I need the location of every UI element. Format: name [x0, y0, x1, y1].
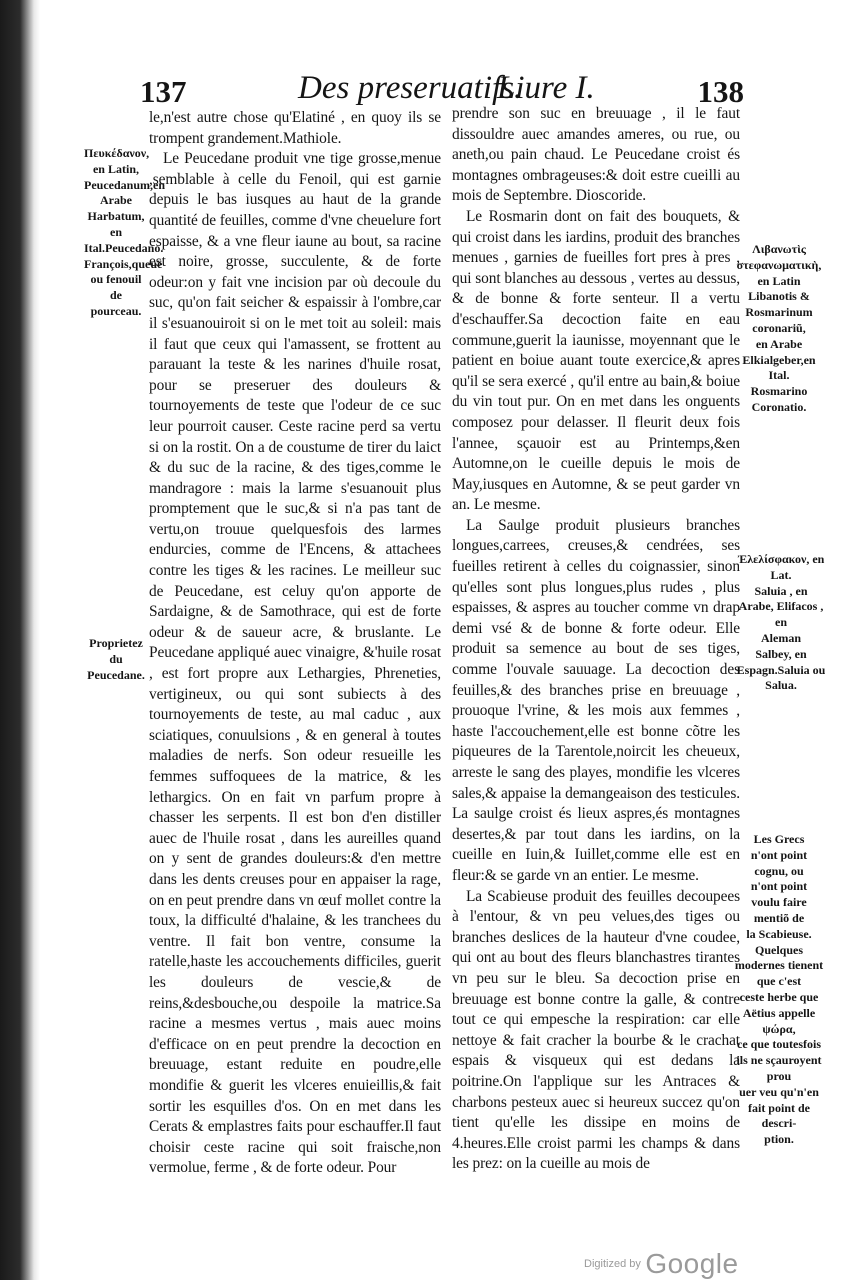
margin-note-text: Πευκέδανον, en Latin, Peucedanum,en Arabe Harbatum, en Ital.Peucedano. François,queuë ou fenouil de pourceau. — [84, 146, 165, 318]
paragraph: Le Rosmarin dont on fait des bouquets, & qui croist dans les iardins, produit des branches menues , garnies de fueilles fort pres à pres , qui sont blanches au dessous , vertes au dessus, & de bonne & forte senteur. Il a vertu d'eschauffer.Sa decoction faite en eau commune,guerit la iaunisse, moyennant que le patient en boiue auant toute exercice,& apres qu'il se sera exercé , qu'il entre au bain,& boiue du vin tout pur. On en met dans les onguents composez pour delasser. Il fleurit deux fois l'annee, sçauoir est au Printemps,&en Automne,on le cueille depuis le mois de May,iusques en Automne, & se peut garder vn an. Le mesme. — [452, 207, 740, 514]
text-column-right — [452, 104, 740, 1175]
margin-note-rosmarin-names — [734, 242, 824, 416]
margin-note-peucedane-names — [84, 146, 165, 320]
text-column-left — [149, 108, 441, 1179]
running-title: Des preseruatifs. — [298, 70, 523, 106]
margin-note-saulge-names — [734, 552, 828, 694]
paragraph: le,n'est autre chose qu'Elatiné , en quoy ils se trompent grandement.Mathiole. — [149, 109, 441, 147]
page-number-left: 137 — [140, 74, 187, 109]
book-label: Liure I. — [497, 70, 595, 106]
margin-note-scabieuse — [734, 832, 824, 1148]
digitized-watermark — [584, 1248, 739, 1280]
google-logo: Google — [645, 1248, 739, 1279]
page-number-right: 138 — [697, 74, 744, 109]
watermark-text: Digitized by — [584, 1258, 641, 1270]
paragraph: prendre son suc en breuuage , il le faut dissouldre auec amandes ameres, ou rue, ou aneth,ou pain chaud. Le Peucedane croist és montagnes ombrageuses:& doit estre cueilli au mois de Septembre. Dioscoride. — [452, 105, 740, 205]
paragraph: La Saulge produit plusieurs branches longues,carrees, creuses,& cendrées, ses fueilles retirent à celles du coignassier, sinon qu'elles sont plus longues,plus rudes , plus espaisses, & aspres au toucher comme vn drap demi vsé & de bonne & forte odeur. Elle produit sa semence au bout de ses tiges, comme l'ouvale sauuage. La decoction des feuilles,& des branches prise en breuuage , prouoque l'vrine, & les mois aux femmes , haste l'accouchement,elle est bonne cõtre les piqueures de la Tarentole,noircit les cheueux, arreste le sang des playes, mondifie les vlceres sales,& appaise la demangeaison des testicules. La saulge croist és lieux aspres,és montagnes desertes,& par tout dans les iardins, on la cueille en Iuin,& Iuillet,comme elle est en fleur:& se garde vn an entier. Le mesme. — [452, 516, 740, 884]
margin-note-text: Les Grecs n'ont point cognu, ou n'ont point voulu faire mentiõ de la Scabieuse. Quelques modernes tienent que c'est ceste herbe que Aëtius appelle ψώρα, ce que toutesfois ils ne sçauroyent prou uer veu qu'n'en fait point de descri- ption. — [734, 832, 824, 1147]
margin-note-peucedane-properties — [84, 636, 148, 683]
paragraph: La Scabieuse produit des feuilles decoupees à l'entour, & vn peu velues,des tiges ou branches deslices de la hauteur d'vne coudee, qui ont au bout des fleurs blanchastres tirantes vn peu sur le bleu. Sa decoction prise en breuuage est bonne contre la galle, & contre tout ce qui empesche la respiration: car elle nettoye & fait cracher la bourbe & le crachat espais & visqueux qui est dedans la poitrine.On l'applique sur les Antraces & charbons pesteux auec si heureux succez qu'on tient qu'elle les dissipe en moins de 4.heures.Elle croist parmi les champs & dans les prez: on la cueille au mois de — [452, 887, 740, 1173]
margin-note-text: Λιβανωτὶς στεφανωματικὴ, en Latin Libanotis & Rosmarinum coronariũ, en Arabe Elkialgeber,en Ital. Rosmarino Coronatio. — [736, 242, 822, 414]
margin-note-text: Ἐλελίσφακον, en Lat. Saluia , en Arabe, Elifacos , en Aleman Salbey, en Espagn.Saluia ou Salua. — [736, 552, 826, 693]
margin-note-text: Proprietez du Peucedane. — [87, 636, 145, 682]
page-binding-edge — [0, 0, 40, 1280]
paragraph: Le Peucedane produit vne tige grosse,menue ,semblable à celle du Fenoil, qui est garnie depuis le bas iusques au haut de la grande quantité de feuilles, comme d'vne cheuelure fort espaisse, & a vne fleur iaune au bout, sa racine est noire, grosse, succulente, & de forte odeur:on y fait vne incision par où decoule du suc, qu'on fait seicher & espaissir à l'ombre,car il s'esuanouiroit si on le met toit au soleil: mais il faut que ceux qui l'amassent, se frottent au parauant la teste & les narines d'huile rosat, pour se preseruer des douleurs & tournoyements de teste que l'odeur de ce suc leur pourroit causer. Ceste racine perd sa vertu si on la rostit. On a de coustume de tirer du laict & du suc de la racine, & des tiges,comme le mandragore : mais la larme s'esuanouit plus promptement que le suc,& si n'a pas tant de vertu,on trouue quelquesfois des larmes endurcies, comme de l'Encens, & attachees contre les tiges & les racines. Le meilleur suc de Peucedane, est celuy qu'on apporte de Sardaigne, & de Samothrace, qui est de forte odeur & de saueur acre, & bruslante. Le Peucedane appliqué auec vinaigre, &'huile rosat , est fort propre aux Lethargies, Phreneties, vertigineux, ou qui sont subiects à des tournoyements de teste, au mal caduc , aux sciatiques, conuulsions , & en general à toutes maladies de nerfs. Son odeur resueille les femmes suffoquees de la matrice, & les lethargics. On en fait vn parfum propre à chasser les serpents. Il est bon d'en distiller auec de l'huile rosat , dans les aureilles quand on y sent de grandes douleurs:& d'en mettre dans les dents creuses pour en appaiser la rage, on en peut prendre dans vn œuf mollet contre la toux, la difficulté d'halaine, & les tranchees du ventre. Il fait bon ventre, consume la ratelle,haste les accouchements difficiles, guerit les douleurs de vescie,& de reins,&desbouche,ou despoile la matrice.Sa racine a mesmes vertus , mais auec moins d'efficace on en peut prendre la decoction en breuuage, estant reduite en poudre,elle mondifie & guerit les vlceres enuieillis,& fait sortir les esquilles d'os. On en met dans les Cerats & emplastres faits pour eschauffer.Il faut choisir ceste racine qui soit fraische,non vermolue, ferme , & de forte odeur. Pour — [149, 150, 441, 1177]
